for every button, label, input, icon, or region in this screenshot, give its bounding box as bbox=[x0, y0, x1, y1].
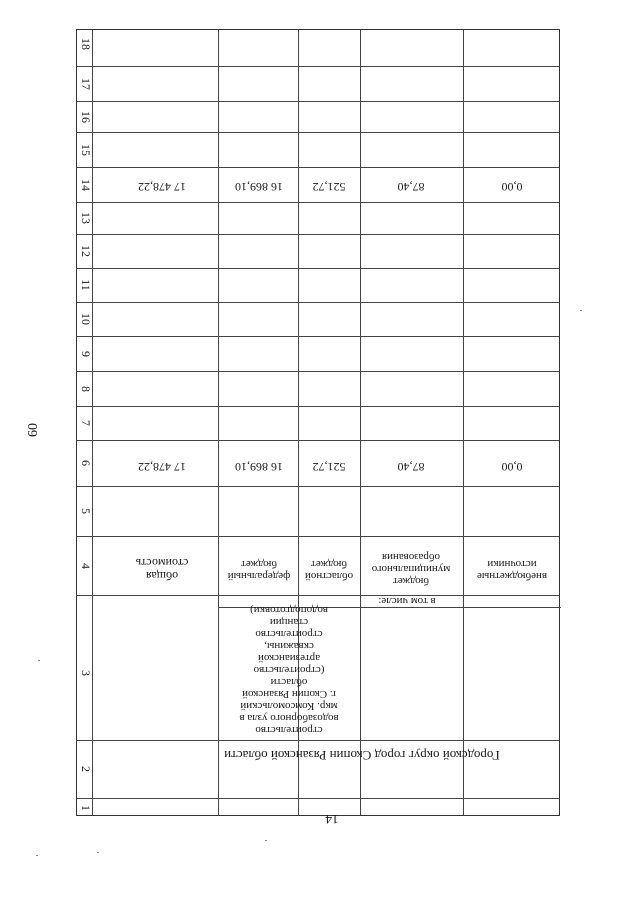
funding-label-offbudget: внебюджетные источники bbox=[476, 558, 548, 582]
page-number: 60 bbox=[26, 423, 41, 437]
scan-speck bbox=[580, 310, 582, 311]
table-rule bbox=[77, 202, 559, 203]
column-number: 15 bbox=[79, 144, 93, 156]
column-number: 17 bbox=[79, 78, 93, 90]
value-total-col6: 17 478,22 bbox=[138, 460, 186, 474]
municipality-label: Городской округ город Скопин Рязанской области bbox=[224, 748, 500, 763]
value-offbudget-col14: 0,00 bbox=[501, 180, 523, 194]
column-number: 13 bbox=[79, 212, 93, 224]
table-rule bbox=[77, 234, 559, 235]
column-number: 2 bbox=[79, 766, 93, 772]
value-total-col14: 17 478,22 bbox=[138, 180, 186, 194]
table-rule bbox=[77, 406, 559, 407]
funding-label-municipal: бюджет муниципального образования bbox=[371, 551, 451, 587]
column-number: 4 bbox=[79, 563, 93, 569]
value-regional-col14: 521,72 bbox=[312, 180, 346, 194]
table-rule bbox=[360, 30, 361, 815]
scan-speck bbox=[38, 660, 40, 661]
column-number: 8 bbox=[79, 386, 93, 392]
table-rule bbox=[77, 440, 559, 441]
table-rule bbox=[77, 101, 559, 102]
column-number: 6 bbox=[79, 460, 93, 466]
scan-speck bbox=[36, 855, 38, 856]
funding-label-total: общая стоимость bbox=[135, 556, 189, 583]
table-rule bbox=[77, 486, 559, 487]
table-rule bbox=[77, 536, 559, 537]
budget-table bbox=[76, 29, 560, 827]
table-rule bbox=[77, 167, 559, 168]
value-municipal-col14: 87,40 bbox=[397, 180, 425, 194]
row-index: 14 bbox=[325, 812, 339, 827]
table-rule bbox=[77, 740, 559, 741]
table-rule bbox=[77, 132, 559, 133]
object-description: строительство водозаборного узла в мкр. Комсомольский г. Скопин Рязанской области (строительство артезианской скважины, строительство станции водоподготовки) bbox=[239, 604, 339, 736]
column-number: 5 bbox=[79, 508, 93, 514]
table-rule bbox=[77, 336, 559, 337]
column-number: 18 bbox=[79, 38, 93, 50]
table-rule bbox=[77, 66, 559, 67]
column-number: 3 bbox=[79, 670, 93, 676]
table-rule bbox=[77, 798, 559, 799]
in-that-number-label: в том числе: bbox=[378, 595, 436, 607]
funding-label-federal: федеральный бюджет bbox=[227, 558, 291, 582]
scan-speck bbox=[97, 852, 99, 853]
column-number: 10 bbox=[79, 313, 93, 325]
table-rule bbox=[77, 371, 559, 372]
column-number: 11 bbox=[79, 279, 93, 291]
value-regional-col6: 521,72 bbox=[312, 460, 346, 474]
column-number: 1 bbox=[79, 805, 93, 811]
table-rule bbox=[77, 268, 559, 269]
value-federal-col14: 16 869,10 bbox=[235, 180, 283, 194]
column-number: 12 bbox=[79, 245, 93, 257]
scan-speck bbox=[265, 840, 267, 841]
column-number: 7 bbox=[79, 420, 93, 426]
table-rule bbox=[77, 302, 559, 303]
column-number: 14 bbox=[79, 179, 93, 191]
table-rule bbox=[463, 30, 464, 815]
table-rule bbox=[218, 30, 219, 815]
funding-label-regional: областной бюджет bbox=[304, 558, 354, 582]
value-offbudget-col6: 0,00 bbox=[501, 460, 523, 474]
value-municipal-col6: 87,40 bbox=[397, 460, 425, 474]
column-number: 9 bbox=[79, 351, 93, 357]
column-number: 16 bbox=[79, 111, 93, 123]
value-federal-col6: 16 869,10 bbox=[235, 460, 283, 474]
